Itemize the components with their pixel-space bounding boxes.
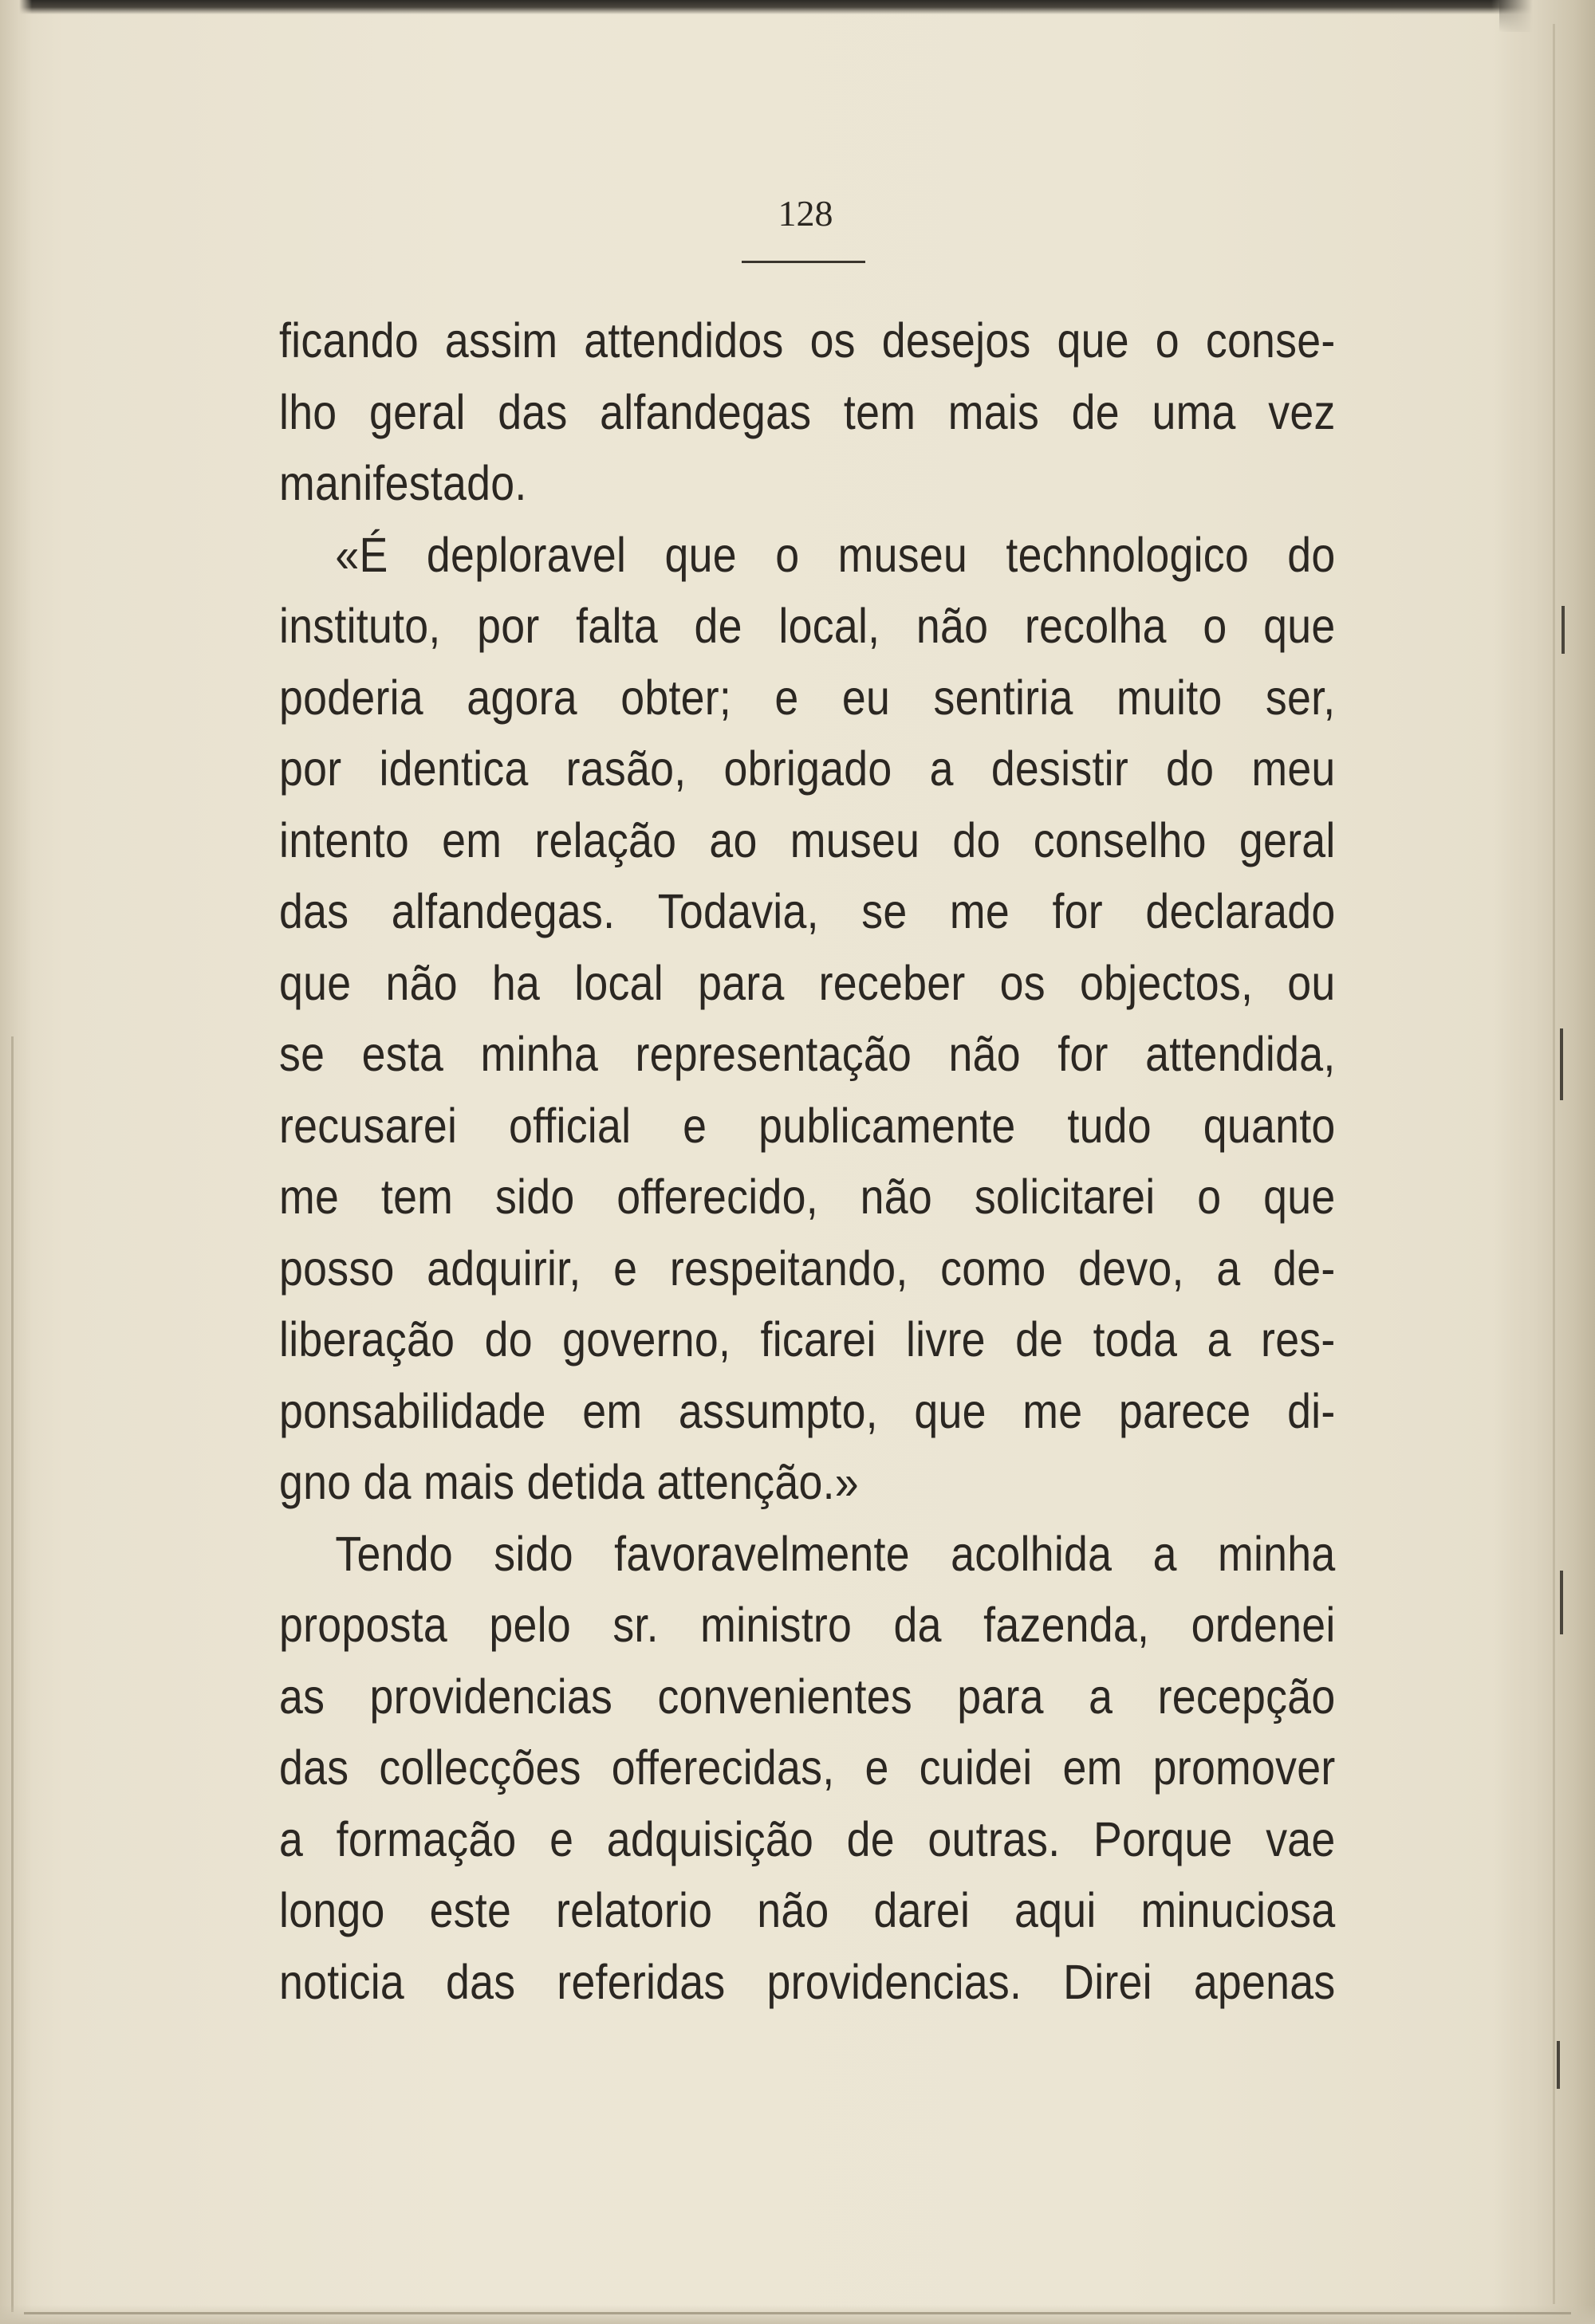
text-line: gno da mais detida attenção.» [279, 1455, 859, 1509]
text-line: das alfandegas. Todavia, se me for declarado [279, 884, 1336, 938]
text-line: que não ha local para receber os objectos, ou [279, 955, 1336, 1010]
text-line: recusarei official e publicamente tudo quanto [279, 1098, 1336, 1153]
right-edge-line [1553, 24, 1555, 2304]
bottom-page-edge [0, 2305, 1595, 2324]
left-edge-line [11, 1036, 14, 2312]
text-line: por identica rasão, obrigado a desistir do meu [279, 741, 1336, 796]
text-line: me tem sido offerecido, não solicitarei o que [279, 1170, 1336, 1224]
page-number-underline [742, 261, 865, 263]
text-line: intento em relação ao museu do conselho geral [279, 812, 1336, 867]
edge-mark [1560, 1028, 1563, 1100]
right-page-edge [1491, 0, 1595, 2324]
text-line: poderia agora obter; e eu sentiria muito ser, [279, 670, 1336, 725]
text-line: posso adquirir, e respeitando, como devo, a de- [279, 1241, 1336, 1296]
page-number: 128 [778, 193, 833, 234]
text-line: Tendo sido favoravelmente acolhida a minha [335, 1526, 1336, 1581]
text-line: ponsabilidade em assumpto, que me parece di- [279, 1383, 1336, 1438]
text-line: longo este relatorio não darei aqui minuciosa [279, 1883, 1336, 1937]
text-line: se esta minha representação não for attendida, [279, 1027, 1336, 1081]
body-text [279, 305, 1336, 2018]
text-line: a formação e adquisição de outras. Porque vae [279, 1811, 1336, 1866]
text-line: instituto, por falta de local, não recolha o que [279, 599, 1336, 653]
text-line: proposta pelo sr. ministro da fazenda, ordenei [279, 1598, 1336, 1652]
edge-mark [1562, 606, 1565, 654]
text-line: as providencias convenientes para a recepção [279, 1669, 1336, 1724]
text-line: ficando assim attendidos os desejos que o conse- [279, 313, 1336, 368]
text-line: manifestado. [279, 456, 527, 510]
top-binding-shadow [0, 0, 1595, 14]
text-line: lho geral das alfandegas tem mais de uma vez [279, 384, 1336, 439]
edge-mark [1557, 2041, 1560, 2089]
edge-mark [1560, 1571, 1563, 1634]
left-page-edge [0, 0, 32, 2324]
text-line: liberação do governo, ficarei livre de toda a res- [279, 1312, 1336, 1366]
text-line: das collecções offerecidas, e cuidei em promover [279, 1740, 1336, 1795]
text-line: «É deploravel que o museu technologico do [335, 527, 1336, 582]
bottom-edge-line [24, 2312, 1571, 2314]
text-line: noticia das referidas providencias. Direi apenas [279, 1954, 1336, 2009]
